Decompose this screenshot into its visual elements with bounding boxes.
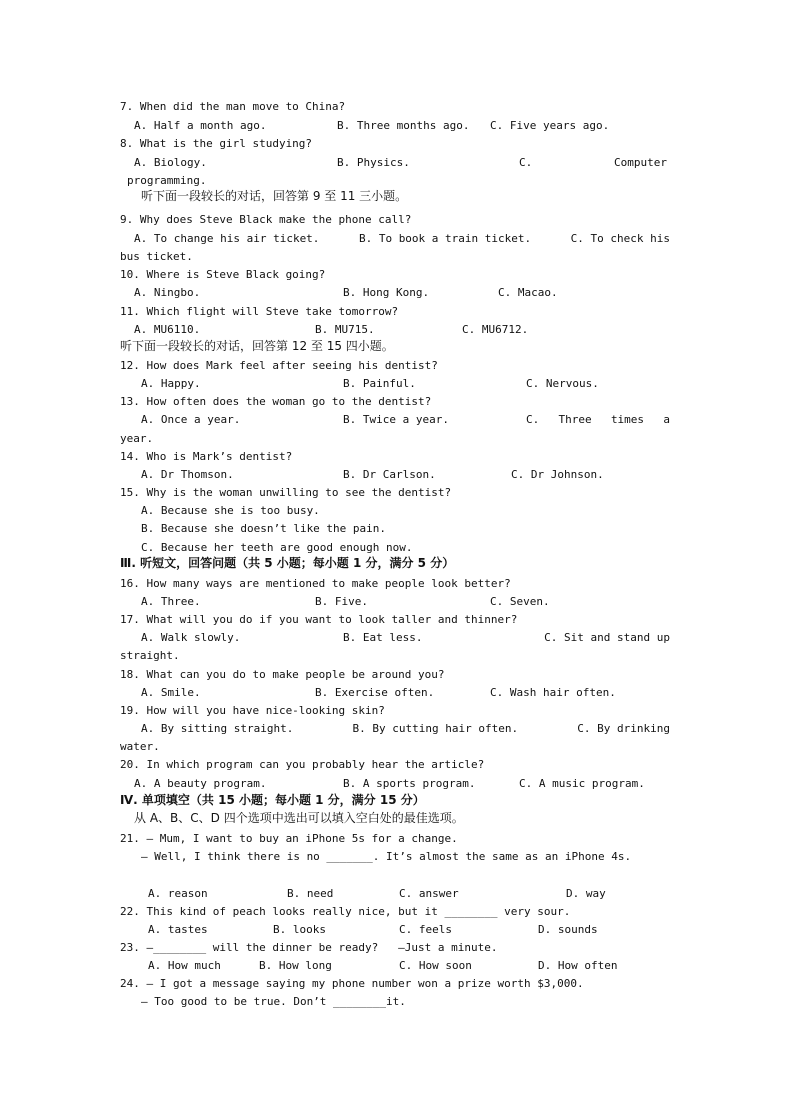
q20-option-c: C. A music program. — [519, 777, 645, 790]
question-18: 18. What can you do to make people be around you? — [120, 668, 445, 681]
q10-option-a: A. Ningbo. — [134, 286, 201, 299]
q21-option-d: D. way — [566, 887, 606, 900]
q20-option-a: A. A beauty program. — [134, 777, 267, 790]
q18-option-b: B. Exercise often. — [315, 686, 435, 699]
q22-option-b: B. looks — [273, 923, 326, 936]
q23-option-a: A. How much — [148, 959, 221, 972]
q18-option-c: C. Wash hair often. — [490, 686, 616, 699]
q12-option-a: A. Happy. — [141, 377, 201, 390]
question-7: 7. When did the man move to China? — [120, 100, 346, 113]
q14-option-a: A. Dr Thomson. — [141, 468, 234, 481]
q11-option-b: B. MU715. — [315, 323, 375, 336]
q21-option-a: A. reason — [148, 887, 208, 900]
q23-option-d: D. How often — [538, 959, 618, 972]
question-23: 23. —________ will the dinner be ready? —Just a minute. — [120, 941, 498, 954]
q21-option-c: C. answer — [399, 887, 459, 900]
question-22: 22. This kind of peach looks really nice, but it ________ very sour. — [120, 905, 571, 918]
q21-option-b: B. need — [287, 887, 334, 900]
q23-option-c: C. How soon — [399, 959, 472, 972]
q15-option-a: A. Because she is too busy. — [141, 504, 320, 517]
question-24-line-2: — Too good to be true. Don’t ________it. — [141, 995, 406, 1008]
question-11: 11. Which flight will Steve take tomorrow? — [120, 305, 399, 318]
q19-option-c: C. By drinking — [577, 722, 670, 735]
q11-option-c: C. MU6712. — [462, 323, 529, 336]
q9-options — [134, 232, 670, 246]
question-19: 19. How will you have nice-looking skin? — [120, 704, 385, 717]
q9-wrap: bus ticket. — [120, 250, 193, 263]
q18-option-a: A. Smile. — [141, 686, 201, 699]
q13-option-b: B. Twice a year. — [343, 413, 449, 426]
question-17: 17. What will you do if you want to look taller and thinner? — [120, 613, 518, 626]
q7-option-a: A. Half a month ago. — [134, 119, 267, 132]
q13-option-c — [526, 413, 670, 427]
q16-option-a: A. Three. — [141, 595, 201, 608]
q17-option-b: B. Eat less. — [343, 631, 423, 644]
q17-wrap: straight. — [120, 649, 180, 662]
section-4-intro: 从 A、B、C、D 四个选项中选出可以填入空白处的最佳选项。 — [134, 811, 464, 825]
q8-option-c-text: Computer — [614, 156, 667, 169]
q8-option-c-letter: C. — [519, 156, 533, 169]
q9-option-a: A. To change his air ticket. — [134, 232, 320, 245]
q12-option-b: B. Painful. — [343, 377, 416, 390]
q7-option-b: B. Three months ago. — [337, 119, 470, 132]
intro-12-15: 听下面一段较长的对话，回答第 12 至 15 四小题。 — [120, 339, 394, 353]
intro-9-11: 听下面一段较长的对话，回答第 9 至 11 三小题。 — [141, 189, 408, 203]
question-20: 20. In which program can you probably hear the article? — [120, 758, 485, 771]
q19-wrap: water. — [120, 740, 160, 753]
q15-option-c: C. Because her teeth are good enough now. — [141, 541, 413, 554]
q22-option-c: C. feels — [399, 923, 452, 936]
q13-wrap: year. — [120, 432, 154, 445]
q10-option-c: C. Macao. — [498, 286, 558, 299]
q22-option-a: A. tastes — [148, 923, 208, 936]
question-8: 8. What is the girl studying? — [120, 137, 313, 150]
q16-option-b: B. Five. — [315, 595, 368, 608]
question-13: 13. How often does the woman go to the dentist? — [120, 395, 432, 408]
question-21-line-1: 21. — Mum, I want to buy an iPhone 5s for a change. — [120, 832, 458, 845]
q13-option-a: A. Once a year. — [141, 413, 241, 426]
question-12: 12. How does Mark feel after seeing his dentist? — [120, 359, 438, 372]
q19-option-b: B. By cutting hair often. — [352, 722, 519, 735]
question-10: 10. Where is Steve Black going? — [120, 268, 326, 281]
q20-option-b: B. A sports program. — [343, 777, 476, 790]
q9-option-c: C. To check his — [570, 232, 670, 245]
q14-option-b: B. Dr Carlson. — [343, 468, 436, 481]
q13-c-letter: C. — [526, 413, 540, 426]
q19-option-a: A. By sitting straight. — [141, 722, 294, 735]
question-21-line-2: — Well, I think there is no _______. It’s almost the same as an iPhone 4s. — [141, 850, 632, 863]
q9-option-b: B. To book a train ticket. — [358, 232, 532, 245]
q16-option-c: C. Seven. — [490, 595, 550, 608]
q23-option-b: B. How long — [259, 959, 332, 972]
q8-option-a: A. Biology. — [134, 156, 207, 169]
question-9: 9. Why does Steve Black make the phone call? — [120, 213, 412, 226]
q13-c-word-2: times — [610, 413, 645, 426]
q17-option-a: A. Walk slowly. — [141, 631, 241, 644]
q11-option-a: A. MU6110. — [134, 323, 201, 336]
q15-option-b: B. Because she doesn’t like the pain. — [141, 522, 387, 535]
q8-option-b: B. Physics. — [337, 156, 410, 169]
q12-option-c: C. Nervous. — [526, 377, 599, 390]
q14-option-c: C. Dr Johnson. — [511, 468, 604, 481]
section-4-heading: Ⅳ. 单项填空（共 15 小题；每小题 1 分，满分 15 分） — [120, 793, 425, 807]
question-14: 14. Who is Mark’s dentist? — [120, 450, 293, 463]
q8-option-c-wrap: programming. — [127, 174, 207, 187]
q13-c-word-3: a — [663, 413, 670, 426]
q17-option-c: C. Sit and stand up — [544, 631, 670, 644]
q10-option-b: B. Hong Kong. — [343, 286, 430, 299]
q19-options — [141, 722, 670, 736]
q13-c-word-1: Three — [558, 413, 592, 426]
section-3-heading: Ⅲ. 听短文，回答问题（共 5 小题；每小题 1 分，满分 5 分） — [120, 556, 455, 570]
q22-option-d: D. sounds — [538, 923, 598, 936]
question-24-line-1: 24. — I got a message saying my phone number won a prize worth $3,000. — [120, 977, 584, 990]
question-15: 15. Why is the woman unwilling to see the dentist? — [120, 486, 452, 499]
question-16: 16. How many ways are mentioned to make people look better? — [120, 577, 511, 590]
q7-option-c: C. Five years ago. — [490, 119, 610, 132]
